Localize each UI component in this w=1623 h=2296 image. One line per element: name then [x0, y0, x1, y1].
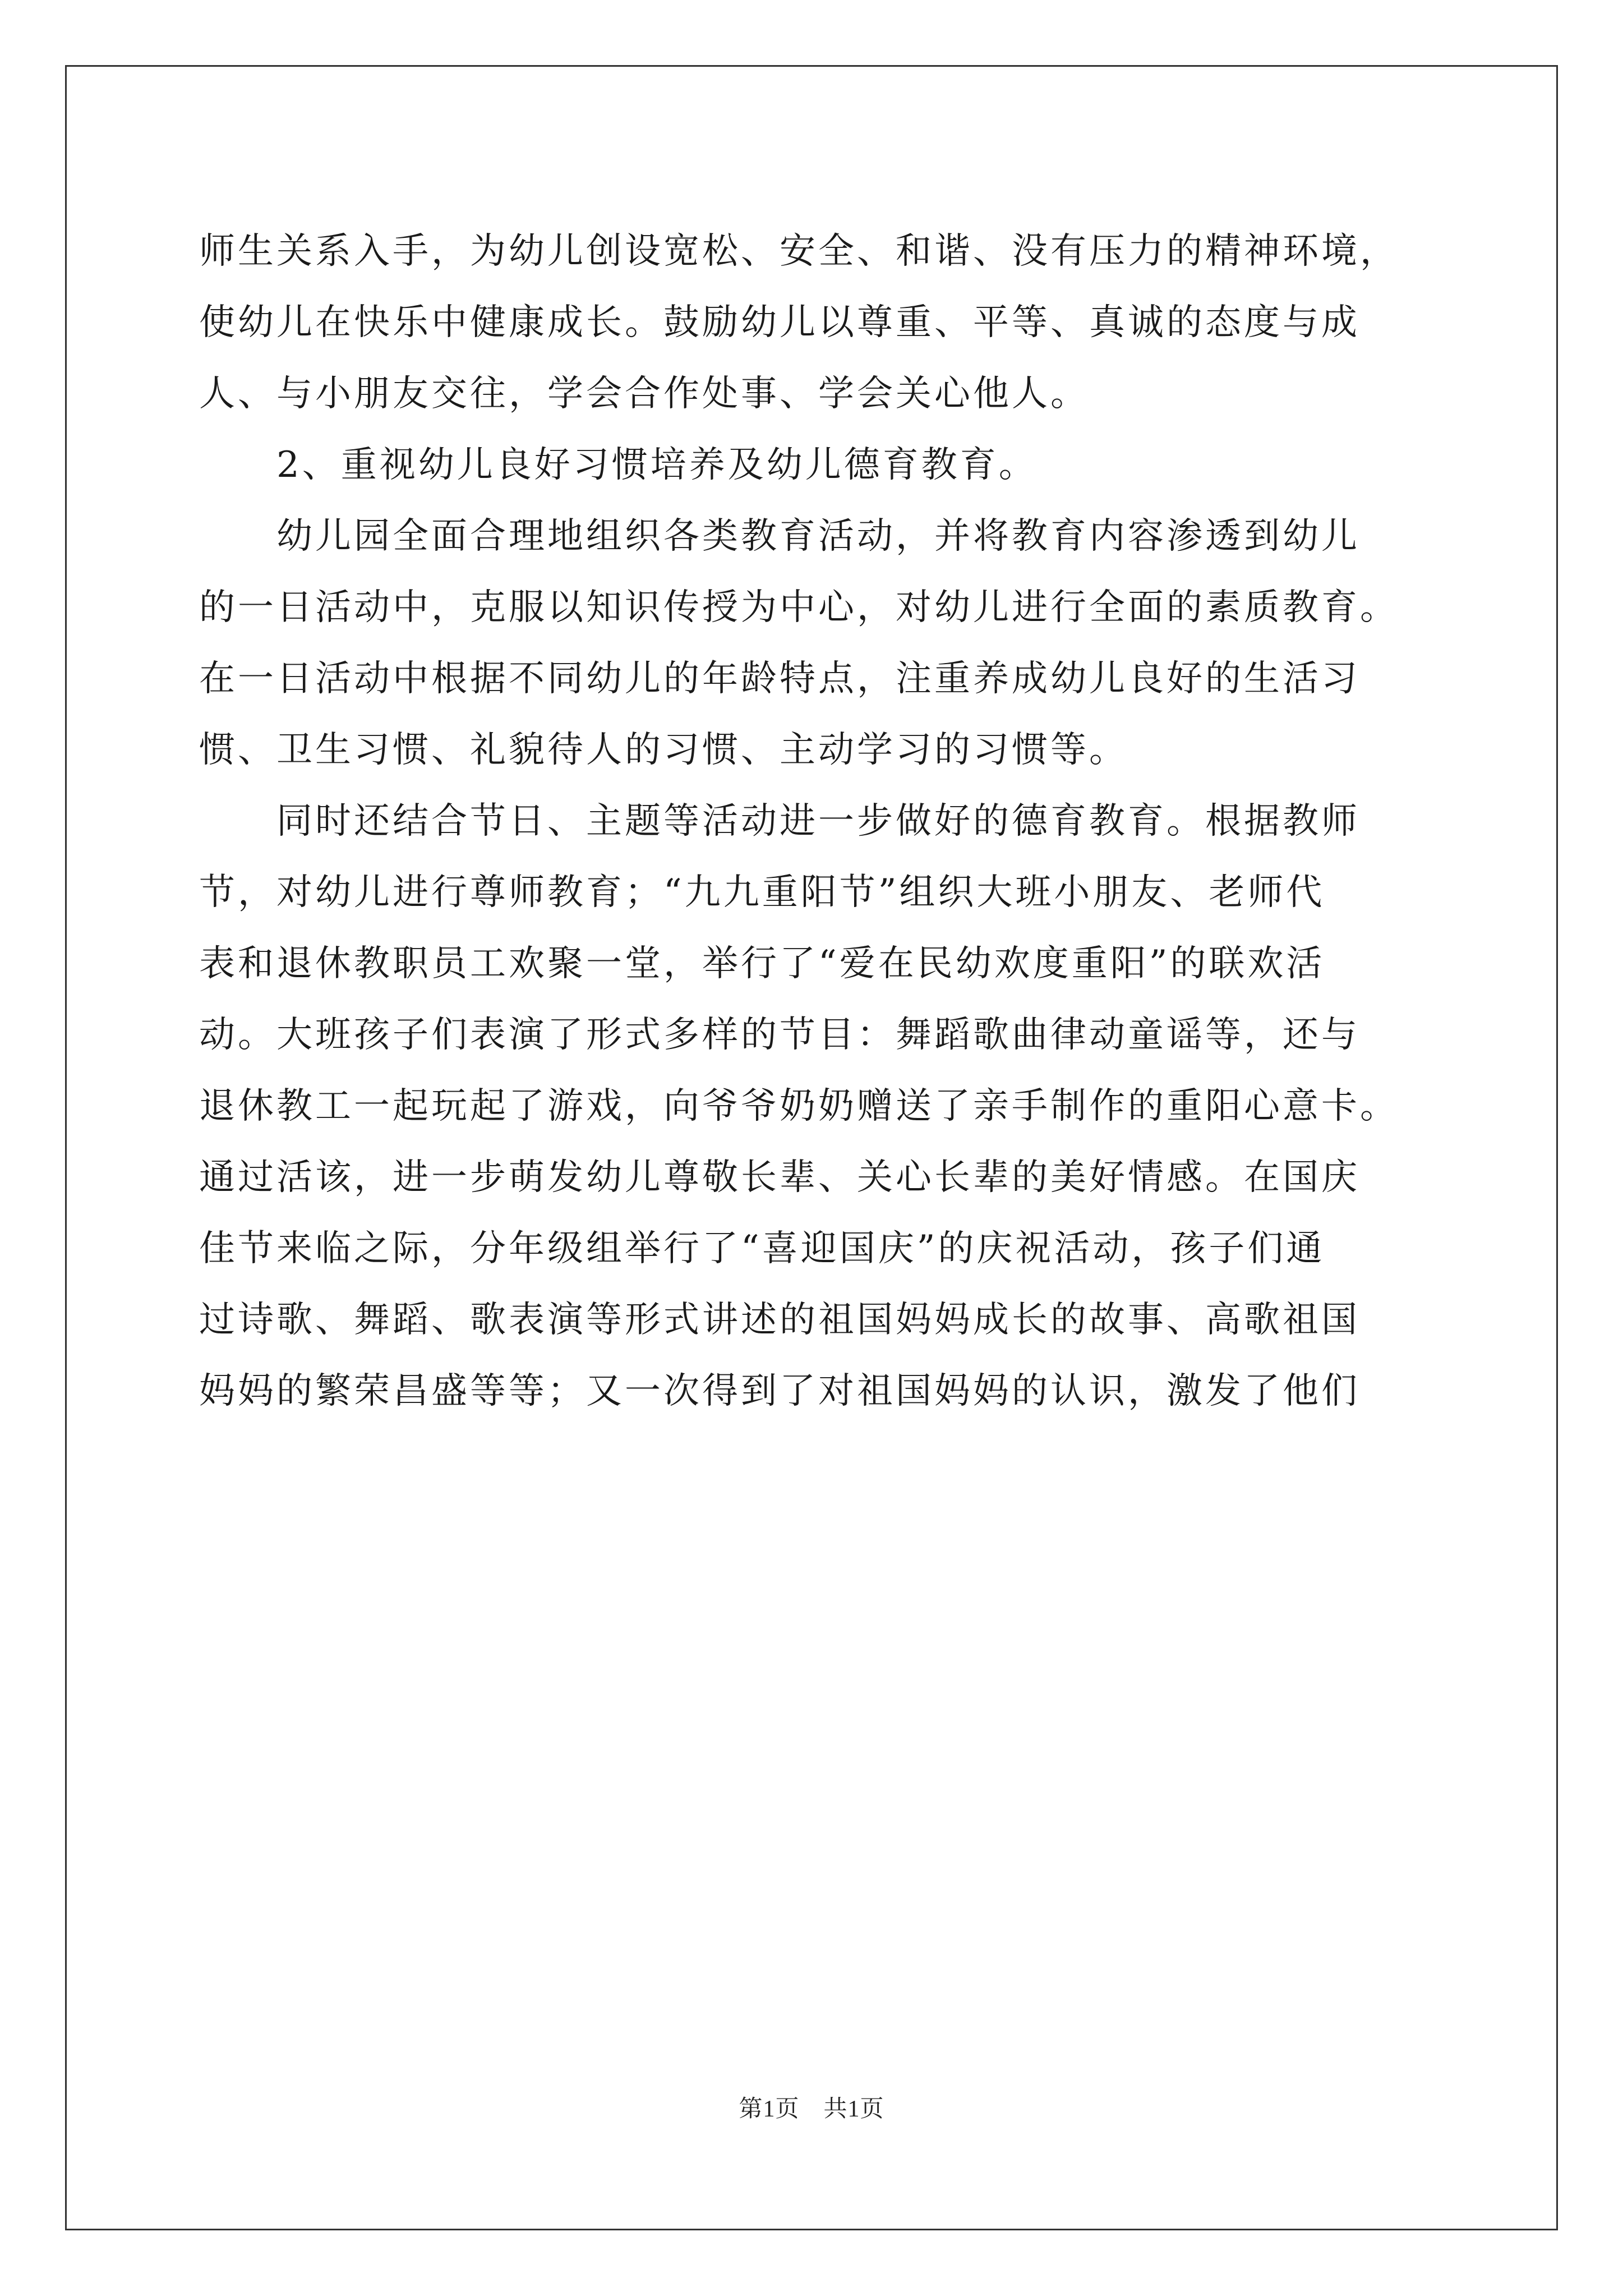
text-line: 动。大班孩子们表演了形式多样的节目：舞蹈歌曲律动童谣等，还与	[199, 1014, 1360, 1056]
text-line: 过诗歌、舞蹈、歌表演等形式讲述的祖国妈妈成长的故事、高歌祖国	[199, 1299, 1360, 1341]
text-line: 使幼儿在快乐中健康成长。鼓励幼儿以尊重、平等、真诚的态度与成	[199, 302, 1360, 343]
text-line: 节，对幼儿进行尊师教育；“九九重阳节”组织大班小朋友、老师代	[199, 872, 1325, 913]
text-line: 佳节来临之际，分年级组举行了“喜迎国庆”的庆祝活动，孩子们通	[199, 1228, 1325, 1269]
text-line: 惯、卫生习惯、礼貌待人的习惯、主动学习的习惯等。	[199, 729, 1128, 771]
document-body	[199, 216, 1427, 1427]
text-line: 的一日活动中，克服以知识传授为中心，对幼儿进行全面的素质教育。	[199, 587, 1399, 628]
text-line: 通过活该，进一步萌发幼儿尊敬长辈、关心长辈的美好情感。在国庆	[199, 1157, 1360, 1198]
text-line: 同时还结合节日、主题等活动进一步做好的德育教育。根据教师	[199, 800, 1360, 842]
text-line: 妈妈的繁荣昌盛等等；又一次得到了对祖国妈妈的认识，激发了他们	[199, 1370, 1360, 1412]
text-line: 退休教工一起玩起了游戏，向爷爷奶奶赠送了亲手制作的重阳心意卡。	[199, 1085, 1399, 1127]
text-line: 表和退休教职员工欢聚一堂，举行了“爱在民幼欢度重阳”的联欢活	[199, 943, 1325, 984]
section-heading: 2、重视幼儿良好习惯培养及幼儿德育教育。	[199, 444, 1038, 486]
text-line: 幼儿园全面合理地组织各类教育活动，并将教育内容渗透到幼儿	[199, 516, 1360, 557]
page-footer: 第1页 共1页	[739, 2096, 884, 2122]
text-line: 在一日活动中根据不同幼儿的年龄特点，注重养成幼儿良好的生活习	[199, 658, 1360, 700]
text-line: 师生关系入手，为幼儿创设宽松、安全、和谐、没有压力的精神环境，	[199, 231, 1399, 272]
text-line: 人、与小朋友交往，学会合作处事、学会关心他人。	[199, 373, 1089, 415]
